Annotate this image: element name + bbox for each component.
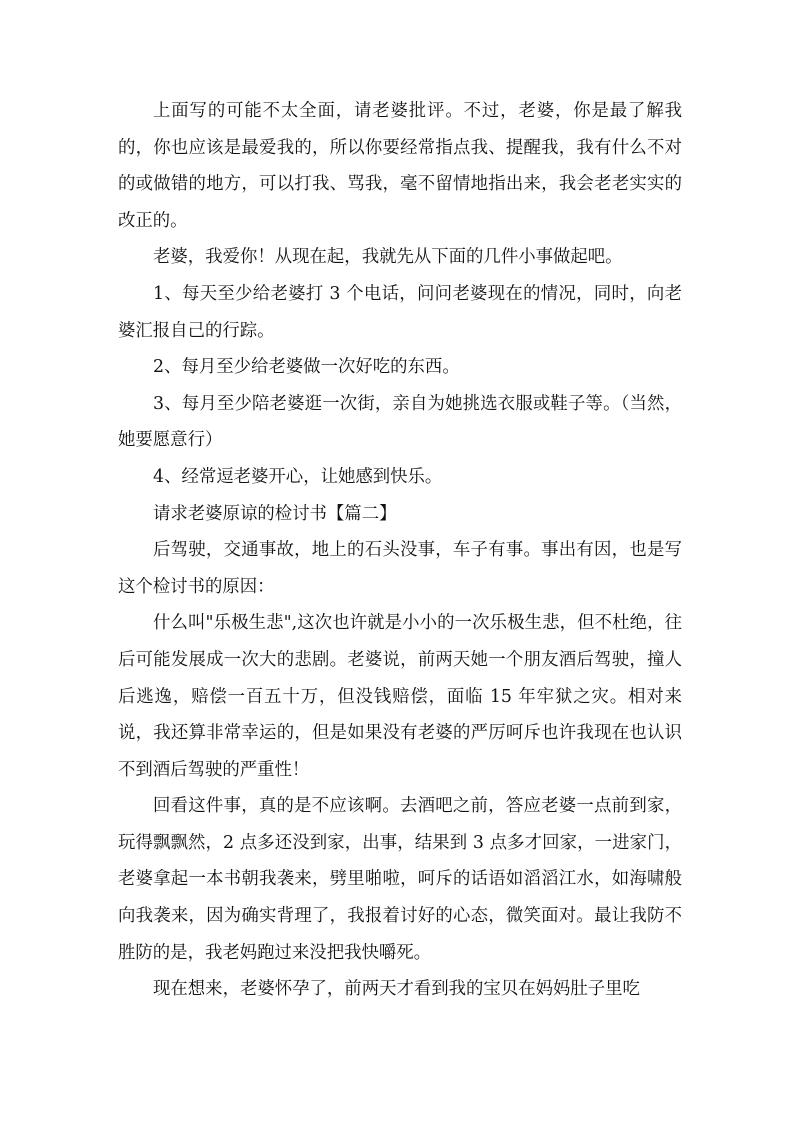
paragraph-3: 后驾驶，交通事故，地上的石头没事，车子有事。事出有因，也是写这个检讨书的原因：	[118, 540, 682, 597]
list-item-4: 4、经常逗老婆开心，让她感到快乐。	[153, 466, 443, 487]
paragraph-6: 现在想来，老婆怀孕了，前两天才看到我的宝贝在妈妈肚子里吃	[153, 979, 640, 1000]
paragraph-4: 什么叫"乐极生悲",这次也许就是小小的一次乐极生悲，但不杜绝，往后可能发展成一次大的悲剧。老婆说，前两天她一个朋友酒后驾驶，撞人后逃逸，赔偿一百五十万，但没钱赔偿，面临 15 年牢狱之灾。相对来说，我还算非常幸运的，但是如果没有老婆的严厉呵斥也许我现在也认识不到酒后驾驶的严重性！	[118, 613, 682, 780]
list-item-3: 3、每月至少陪老婆逛一次街，亲自为她挑选衣服或鞋子等。（当然，她要愿意行）	[118, 393, 682, 451]
paragraph-2: 老婆，我爱你！从现在起，我就先从下面的几件小事做起吧。	[153, 247, 623, 268]
document-body	[118, 93, 682, 1008]
paragraph-5: 回看这件事，真的是不应该啊。去酒吧之前，答应老婆一点前到家，玩得飘飘然，2 点多还没到家，出事，结果到 3 点多才回家，一进家门，老婆拿起一本书朝我袭来，劈里啪啦，呵斥的话语如滔滔江水，如海啸般向我袭来，因为确实背理了，我报着讨好的心态，微笑面对。最让我防不胜防的是，我老妈跑过来没把我快嚼死。	[118, 796, 682, 963]
list-item-2: 2、每月至少给老婆做一次好吃的东西。	[153, 357, 460, 378]
section-heading: 请求老婆原谅的检讨书【篇二】	[153, 503, 397, 524]
paragraph-1: 上面写的可能不太全面，请老婆批评。不过，老婆，你是最了解我的，你也应该是最爱我的，所以你要经常指点我、提醒我，我有什么不对的或做错的地方，可以打我、骂我，毫不留情地指出来，我会老老实实的改正的。	[118, 101, 682, 231]
list-item-1: 1、每天至少给老婆打 3 个电话，问问老婆现在的情况，同时，向老婆汇报自己的行踪。	[118, 283, 682, 341]
